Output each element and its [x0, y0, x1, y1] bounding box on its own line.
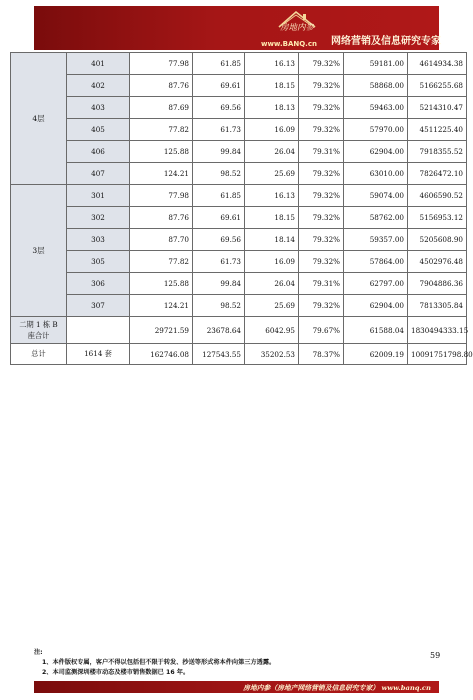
table-cell: 69.61 — [193, 207, 245, 229]
table-cell: 26.04 — [245, 141, 299, 163]
table-cell: 77.82 — [130, 119, 193, 141]
table-cell: 26.04 — [245, 273, 299, 295]
unit-number: 403 — [67, 97, 130, 119]
table-cell: 124.21 — [130, 295, 193, 317]
table-cell: 77.82 — [130, 251, 193, 273]
table-cell: 18.13 — [245, 97, 299, 119]
table-cell: 79.31% — [299, 141, 344, 163]
table-cell: 79.32% — [299, 295, 344, 317]
table-cell: 79.32% — [299, 97, 344, 119]
table-cell: 62904.00 — [344, 295, 408, 317]
table-row — [11, 119, 467, 141]
table-cell: 69.56 — [193, 97, 245, 119]
table-cell: 125.88 — [130, 273, 193, 295]
table-cell: 58762.00 — [344, 207, 408, 229]
table-row — [11, 97, 467, 119]
table-row — [11, 273, 467, 295]
floor-label: 3层 — [11, 185, 67, 317]
table-cell: 79.32% — [299, 119, 344, 141]
subtotal-cell: 1830494333.15 — [408, 317, 467, 344]
subtotal-cell: 79.67% — [299, 317, 344, 344]
total-cell: 78.37% — [299, 344, 344, 365]
table-body — [11, 53, 473, 365]
table-cell: 63010.00 — [344, 163, 408, 185]
subtotal-cell: 29721.59 — [130, 317, 193, 344]
table-cell: 79.32% — [299, 163, 344, 185]
unit-number: 402 — [67, 75, 130, 97]
table-row — [11, 207, 467, 229]
table-cell: 25.69 — [245, 163, 299, 185]
unit-number: 306 — [67, 273, 130, 295]
table-cell: 59357.00 — [344, 229, 408, 251]
table-cell: 57970.00 — [344, 119, 408, 141]
table-cell: 124.21 — [130, 163, 193, 185]
table-cell: 79.32% — [299, 75, 344, 97]
subtotal-cell: 6042.95 — [245, 317, 299, 344]
table-cell: 69.56 — [193, 229, 245, 251]
table-cell: 18.15 — [245, 207, 299, 229]
table-cell: 79.32% — [299, 251, 344, 273]
unit-number: 406 — [67, 141, 130, 163]
table-row — [11, 229, 467, 251]
table-cell: 59181.00 — [344, 53, 408, 75]
table-cell: 61.73 — [193, 251, 245, 273]
table-cell: 87.70 — [130, 229, 193, 251]
subtotal-row — [11, 317, 467, 344]
header-banner — [34, 6, 439, 50]
total-row — [11, 344, 467, 365]
table-cell: 7813305.84 — [408, 295, 467, 317]
footer-notes — [34, 648, 439, 678]
unit-number: 301 — [67, 185, 130, 207]
table-row — [11, 75, 467, 97]
table-cell: 77.98 — [130, 53, 193, 75]
total-label: 总计 — [11, 344, 67, 365]
sales-table — [10, 52, 473, 365]
table-cell: 125.88 — [130, 141, 193, 163]
table-cell: 5205608.90 — [408, 229, 467, 251]
total-cell: 10091751798.80 — [408, 344, 467, 365]
note-title: 注: — [34, 649, 43, 656]
table-cell: 5214310.47 — [408, 97, 467, 119]
table-cell: 16.09 — [245, 119, 299, 141]
table-cell: 18.15 — [245, 75, 299, 97]
unit-number: 405 — [67, 119, 130, 141]
total-cell: 35202.53 — [245, 344, 299, 365]
table-cell: 7904886.36 — [408, 273, 467, 295]
floor-label: 4层 — [11, 53, 67, 185]
subtotal-label — [11, 317, 67, 344]
table-cell: 79.31% — [299, 273, 344, 295]
table-cell: 57864.00 — [344, 251, 408, 273]
table-cell: 99.84 — [193, 141, 245, 163]
total-cell: 162746.08 — [130, 344, 193, 365]
subtotal-cell: 61588.04 — [344, 317, 408, 344]
logo-text: 房地内参 — [280, 23, 315, 33]
table-cell: 69.61 — [193, 75, 245, 97]
table-cell: 58868.00 — [344, 75, 408, 97]
table-cell: 4614934.38 — [408, 53, 467, 75]
table-cell: 16.13 — [245, 53, 299, 75]
table-cell: 25.69 — [245, 295, 299, 317]
table-cell: 62797.00 — [344, 273, 408, 295]
table-cell: 87.69 — [130, 97, 193, 119]
table-cell: 61.85 — [193, 185, 245, 207]
logo-url: www.BANQ.cn — [261, 40, 317, 48]
subtotal-units — [67, 317, 130, 344]
unit-number: 305 — [67, 251, 130, 273]
table-cell: 87.76 — [130, 75, 193, 97]
page-number: 59 — [430, 651, 441, 660]
table-cell: 7826472.10 — [408, 163, 467, 185]
table-cell: 59074.00 — [344, 185, 408, 207]
unit-number: 407 — [67, 163, 130, 185]
note-line-2: 2、本司监测深圳楼市动态及楼市销售数据已 16 年。 — [42, 669, 190, 676]
table-cell: 5156953.12 — [408, 207, 467, 229]
unit-number: 302 — [67, 207, 130, 229]
subtotal-cell: 23678.64 — [193, 317, 245, 344]
subtotal-label-line2: 座合计 — [27, 331, 50, 340]
note-line-1: 1、本件版权专属，客户不得以包括但不限于转发、抄送等形式将本件向第三方透露。 — [42, 659, 276, 666]
table-cell: 87.76 — [130, 207, 193, 229]
unit-number: 307 — [67, 295, 130, 317]
table-cell: 99.84 — [193, 273, 245, 295]
table-cell: 98.52 — [193, 295, 245, 317]
table-cell: 4502976.48 — [408, 251, 467, 273]
table-cell: 7918355.52 — [408, 141, 467, 163]
unit-number: 303 — [67, 229, 130, 251]
table-cell: 79.32% — [299, 207, 344, 229]
table-cell: 79.32% — [299, 229, 344, 251]
table-cell: 77.98 — [130, 185, 193, 207]
table-cell: 61.73 — [193, 119, 245, 141]
logo — [259, 9, 331, 49]
total-cell: 62009.19 — [344, 344, 408, 365]
table-cell: 62904.00 — [344, 141, 408, 163]
table-cell: 79.32% — [299, 185, 344, 207]
footer-bar-text: 房地内参（房地产网络营销及信息研究专家） www.banq.cn — [243, 684, 431, 692]
table-row — [11, 295, 467, 317]
table-cell: 79.32% — [299, 53, 344, 75]
header-slogan: 网络营销及信息研究专家 — [331, 36, 441, 47]
table-cell: 5166255.68 — [408, 75, 467, 97]
table-cell: 4511225.40 — [408, 119, 467, 141]
table-cell: 18.14 — [245, 229, 299, 251]
subtotal-label-line1: 二期 1 栋 B — [19, 320, 58, 329]
table-cell: 16.09 — [245, 251, 299, 273]
table-cell: 59463.00 — [344, 97, 408, 119]
total-units: 1614 套 — [67, 344, 130, 365]
table-row — [11, 251, 467, 273]
table-cell: 61.85 — [193, 53, 245, 75]
table-row — [11, 185, 467, 207]
footer-bar — [34, 681, 439, 693]
table-row — [11, 141, 467, 163]
table-row — [11, 163, 467, 185]
total-cell: 127543.55 — [193, 344, 245, 365]
table-cell: 16.13 — [245, 185, 299, 207]
table-row — [11, 53, 467, 75]
table-cell: 4606590.52 — [408, 185, 467, 207]
unit-number: 401 — [67, 53, 130, 75]
table-cell: 98.52 — [193, 163, 245, 185]
